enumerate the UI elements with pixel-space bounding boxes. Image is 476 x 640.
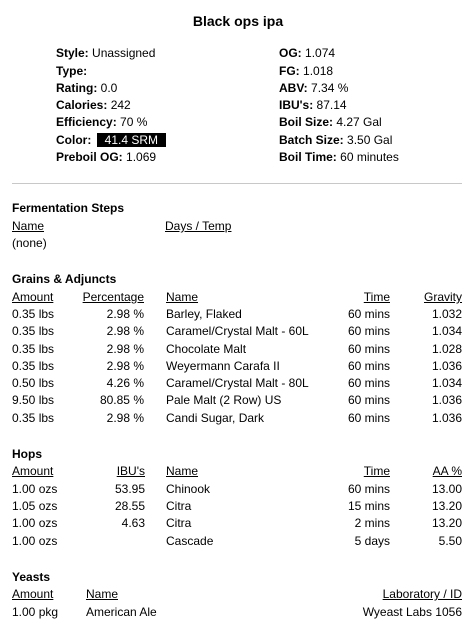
yeasts-header-amount: Amount xyxy=(12,587,54,601)
grains-header-time: Time xyxy=(363,290,390,304)
hop-amount: 1.05 ozs xyxy=(12,499,58,513)
grain-gravity: 1.034 xyxy=(431,376,462,390)
grain-percentage: 80.85 % xyxy=(99,393,144,407)
summary-abv: ABV: 7.34 % xyxy=(279,81,349,95)
hops-header-aa: AA % xyxy=(432,464,462,478)
grains-header-gravity: Gravity xyxy=(423,290,462,304)
recipe-title: Black ops ipa xyxy=(192,13,284,29)
hop-amount: 1.00 ozs xyxy=(12,534,58,548)
hop-time: 60 mins xyxy=(347,482,390,496)
summary-efficiency: Efficiency: 70 % xyxy=(56,115,148,129)
grains-title: Grains & Adjuncts xyxy=(12,272,117,286)
grain-percentage: 2.98 % xyxy=(106,324,144,338)
summary-fg: FG: 1.018 xyxy=(279,64,334,78)
grains-header-percentage: Percentage xyxy=(82,290,144,304)
grain-time: 60 mins xyxy=(347,411,390,425)
yeasts-header-lab: Laboratory / ID xyxy=(382,587,462,601)
grain-gravity: 1.036 xyxy=(431,359,462,373)
grain-percentage: 2.98 % xyxy=(106,307,144,321)
grain-time: 60 mins xyxy=(347,307,390,321)
grain-gravity: 1.036 xyxy=(431,393,462,407)
grain-amount: 0.50 lbs xyxy=(12,376,55,390)
grain-amount: 0.35 lbs xyxy=(12,307,55,321)
section-divider xyxy=(12,183,462,184)
grain-name: Caramel/Crystal Malt - 60L xyxy=(166,324,309,338)
hop-time: 2 mins xyxy=(354,516,390,530)
grain-name: Caramel/Crystal Malt - 80L xyxy=(166,376,309,390)
grain-amount: 0.35 lbs xyxy=(12,324,55,338)
hops-header-amount: Amount xyxy=(12,464,54,478)
grain-name: Candi Sugar, Dark xyxy=(166,411,265,425)
grain-time: 60 mins xyxy=(347,324,390,338)
grain-percentage: 2.98 % xyxy=(106,342,144,356)
hops-header-time: Time xyxy=(363,464,390,478)
hop-name: Cascade xyxy=(166,534,214,548)
yeasts-header-name: Name xyxy=(86,587,119,601)
grain-gravity: 1.036 xyxy=(431,411,462,425)
fermentation-title: Fermentation Steps xyxy=(12,201,125,215)
summary-ibus: IBU's: 87.14 xyxy=(279,98,347,112)
fermentation-empty: (none) xyxy=(12,236,47,250)
grain-time: 60 mins xyxy=(347,342,390,356)
summary-rating: Rating: 0.0 xyxy=(56,81,118,95)
grain-gravity: 1.028 xyxy=(431,342,462,356)
grain-time: 60 mins xyxy=(347,376,390,390)
hop-aa: 13.20 xyxy=(431,499,462,513)
hop-time: 5 days xyxy=(354,534,390,548)
summary-og: OG: 1.074 xyxy=(279,46,336,60)
hops-header-name: Name xyxy=(166,464,199,478)
hop-aa: 5.50 xyxy=(438,534,462,548)
grain-gravity: 1.034 xyxy=(431,324,462,338)
hops-header-ibus: IBU's xyxy=(116,464,145,478)
hop-name: Citra xyxy=(166,516,192,530)
grain-name: Weyermann Carafa II xyxy=(166,359,280,373)
yeast-amount: 1.00 pkg xyxy=(12,605,59,619)
fermentation-header-name: Name xyxy=(12,219,45,233)
hop-amount: 1.00 ozs xyxy=(12,482,58,496)
grain-time: 60 mins xyxy=(347,359,390,373)
yeasts-title: Yeasts xyxy=(12,570,51,584)
grains-header-amount: Amount xyxy=(12,290,54,304)
hops-title: Hops xyxy=(12,447,42,461)
hop-ibus: 4.63 xyxy=(121,516,145,530)
hop-aa: 13.20 xyxy=(431,516,462,530)
grain-percentage: 2.98 % xyxy=(106,411,144,425)
color-swatch: 41.4 SRM xyxy=(97,133,166,147)
grain-gravity: 1.032 xyxy=(431,307,462,321)
summary-batch-size: Batch Size: 3.50 Gal xyxy=(279,133,393,147)
hop-name: Citra xyxy=(166,499,192,513)
grain-amount: 0.35 lbs xyxy=(12,359,55,373)
hop-ibus: 53.95 xyxy=(114,482,145,496)
summary-type: Type: xyxy=(56,64,88,78)
grain-time: 60 mins xyxy=(347,393,390,407)
grain-amount: 9.50 lbs xyxy=(12,393,55,407)
grain-amount: 0.35 lbs xyxy=(12,411,55,425)
yeast-lab: Wyeast Labs 1056 xyxy=(362,605,462,619)
hop-aa: 13.00 xyxy=(431,482,462,496)
grains-header-name: Name xyxy=(166,290,199,304)
summary-color: Color: 41.4 SRM xyxy=(56,132,166,148)
grain-name: Chocolate Malt xyxy=(166,342,247,356)
summary-calories: Calories: 242 xyxy=(56,98,131,112)
grain-name: Barley, Flaked xyxy=(166,307,242,321)
summary-style: Style: Unassigned xyxy=(56,46,156,60)
hop-name: Chinook xyxy=(166,482,211,496)
grain-name: Pale Malt (2 Row) US xyxy=(166,393,282,407)
summary-boil-time: Boil Time: 60 minutes xyxy=(279,150,399,164)
hop-amount: 1.00 ozs xyxy=(12,516,58,530)
grain-amount: 0.35 lbs xyxy=(12,342,55,356)
fermentation-header-days-temp: Days / Temp xyxy=(165,219,232,233)
summary-boil-size: Boil Size: 4.27 Gal xyxy=(279,115,382,129)
yeast-name: American Ale xyxy=(86,605,157,619)
grain-percentage: 4.26 % xyxy=(106,376,144,390)
hop-ibus: 28.55 xyxy=(114,499,145,513)
grain-percentage: 2.98 % xyxy=(106,359,144,373)
summary-preboil-og: Preboil OG: 1.069 xyxy=(56,150,157,164)
hop-time: 15 mins xyxy=(347,499,390,513)
